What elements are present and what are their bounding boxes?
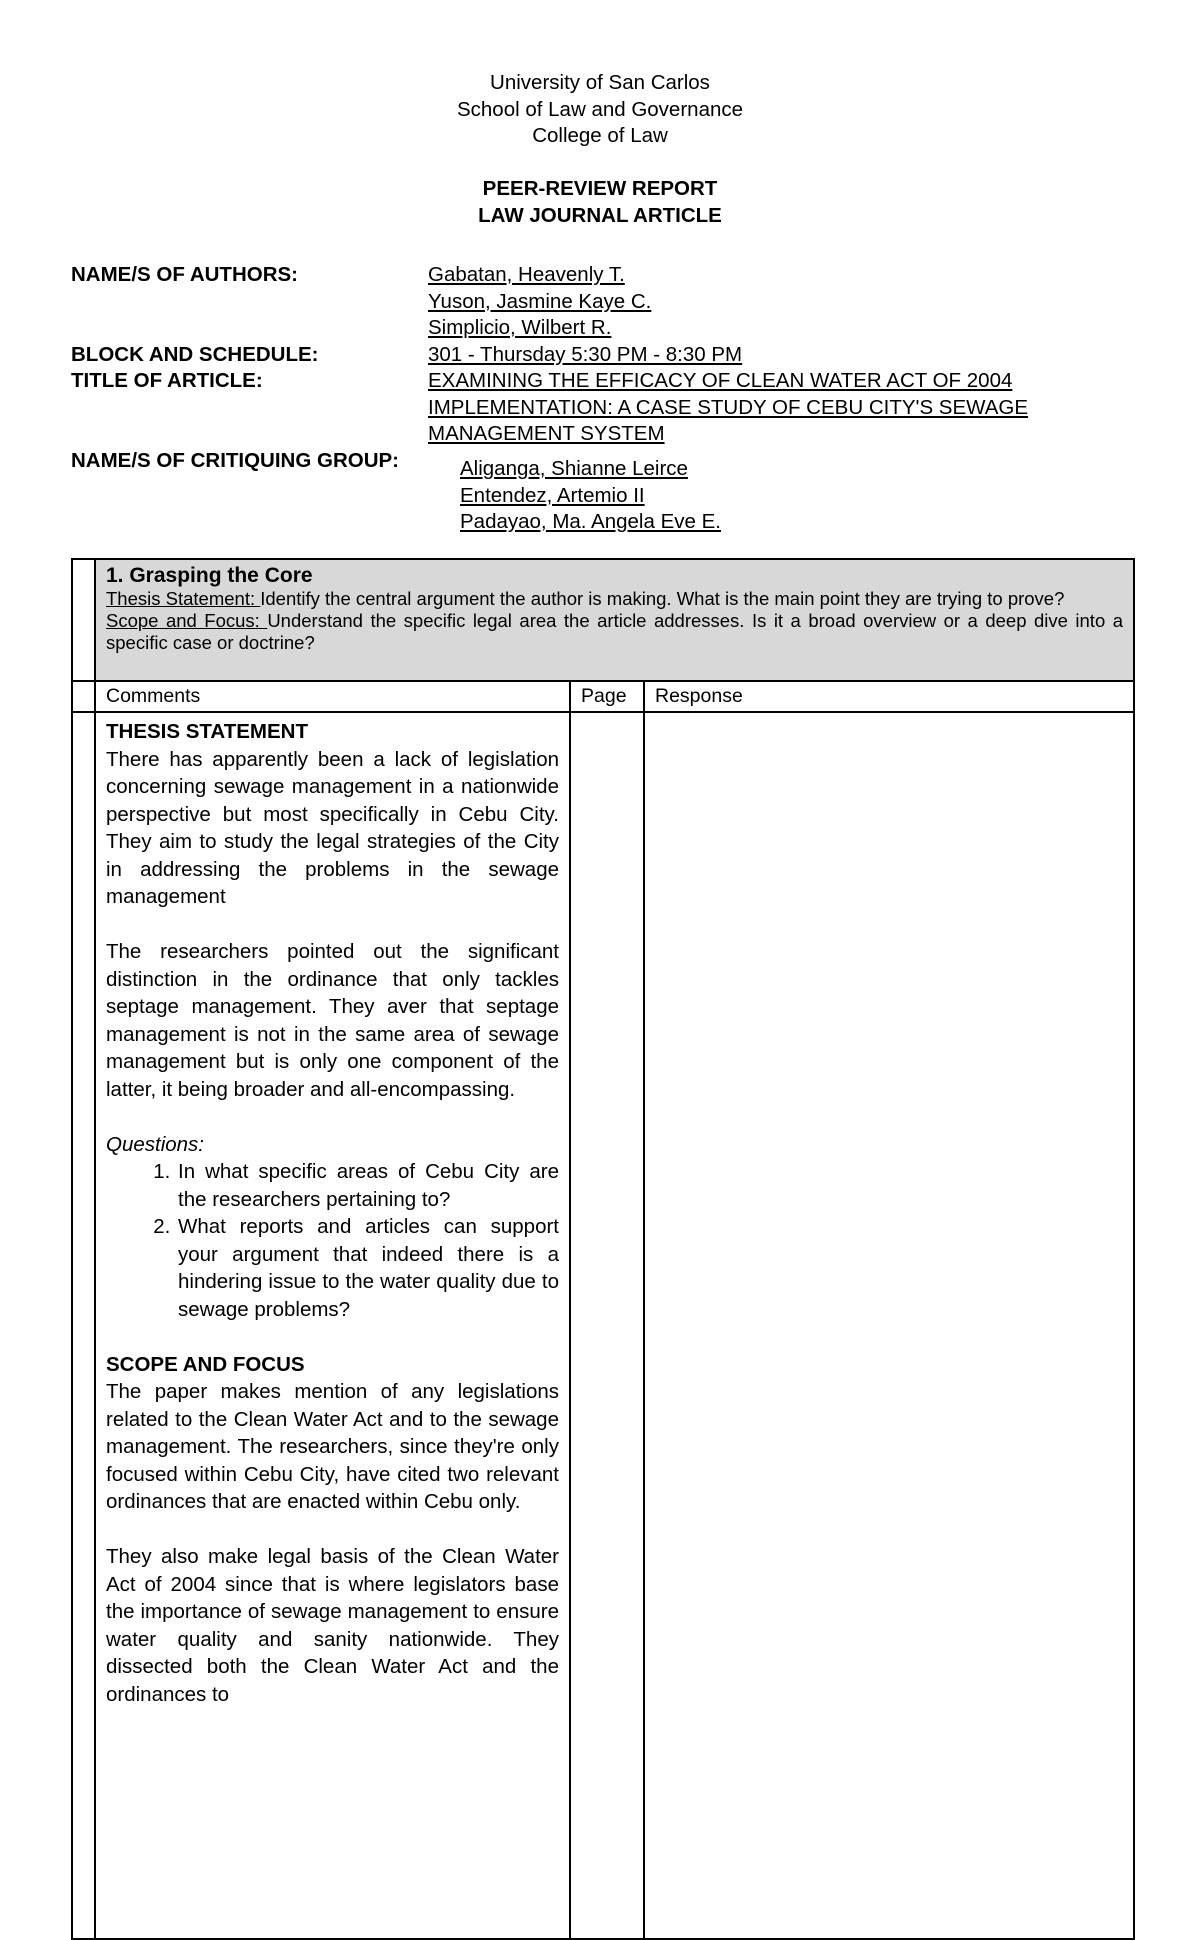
page-cell [570,712,644,1939]
response-column-header: Response [644,681,1134,712]
meta-labels [71,262,399,474]
questions-list [106,1158,559,1323]
author-name: Yuson, Jasmine Kaye C. [428,289,652,313]
article-title-line: MANAGEMENT SYSTEM [428,422,665,445]
response-cell [644,712,1134,1939]
section-header-cell [95,559,1134,681]
authors-label: NAME/S OF AUTHORS: [71,263,299,286]
article-title-line: EXAMINING THE EFFICACY OF CLEAN WATER ACT OF 2004 [428,369,1013,392]
page-column-header: Page [570,681,644,712]
critiquing-label: NAME/S OF CRITIQUING GROUP: [71,448,399,472]
document-header [0,70,1200,150]
question-item: 2. What reports and articles can support your argument that indeed there is a hindering issue to the water quality due to sewage problems? [176,1213,559,1323]
thesis-instruction-text: Identify the central argument the author is making. What is the main point they are trying to prove? [260,588,1065,609]
author-name: Gabatan, Heavenly T. [428,263,625,286]
comments-column-header: Comments [95,681,570,712]
margin-cell [72,559,95,681]
thesis-paragraph: The researchers pointed out the significant distinction in the ordinance that only tackles septage management. They aver that septage management is not in the same area of sewage management but is only one component of the latter, it being broader and all-encompassing. [106,940,559,1101]
margin-cell [72,712,95,1939]
margin-cell [72,681,95,712]
article-title-line: IMPLEMENTATION: A CASE STUDY OF CEBU CITY'S SEWAGE [428,395,1029,419]
critiquing-member: Entendez, Artemio II [460,483,645,507]
critiquing-member: Aliganga, Shianne Leirce [460,457,688,480]
block-label: BLOCK AND SCHEDULE: [71,342,319,366]
scope-paragraph: The paper makes mention of any legislations related to the Clean Water Act and to the sewage management. The researchers, since they're only focused within Cebu City, have cited two relevant ordinances that are enacted within Cebu only. [106,1380,559,1513]
report-title-line2: LAW JOURNAL ARTICLE [478,203,722,227]
scope-instruction [106,610,1123,654]
critiquing-member: Padayao, Ma. Angela Eve E. [460,510,721,533]
author-name: Simplicio, Wilbert R. [428,316,612,339]
thesis-instruction [106,588,1123,610]
report-title-line1: PEER-REVIEW REPORT [482,177,718,200]
scope-instruction-text: Understand the specific legal area the article addresses. Is it a broad overview or a deep dive into a specific case or doctrine? [106,610,1124,653]
column-header-row [72,681,1134,712]
section-title: 1. Grasping the Core [106,564,313,587]
comments-row [72,712,1134,1939]
school-name: School of Law and Governance [456,97,744,121]
article-title-label: TITLE OF ARTICLE: [71,369,263,392]
college-name: College of Law [532,124,668,147]
thesis-paragraph: There has apparently been a lack of legislation concerning sewage management in a nationwide perspective but most specifically in Cebu City. They aim to study the legal strategies of the City in addressing the problems in the sewage management [106,747,559,908]
thesis-heading: THESIS STATEMENT [106,720,308,743]
critiquing-values [460,456,721,536]
question-item: 1. In what specific areas of Cebu City are the researchers pertaining to? [176,1158,559,1213]
comments-cell [95,712,570,1939]
review-table [71,558,1135,1940]
meta-values [428,262,1028,448]
section-header-row [72,559,1134,681]
scope-instruction-label: Scope and Focus: [106,610,268,631]
scope-paragraph: They also make legal basis of the Clean Water Act of 2004 since that is where legislators base the importance of sewage management to ensure water quality and sanity nationwide. They dissected both the Clean Water Act and the ordinances to [106,1545,559,1706]
university-name: University of San Carlos [490,71,710,94]
report-title [0,176,1200,229]
thesis-instruction-label: Thesis Statement: [106,588,261,609]
questions-label: Questions: [106,1132,204,1156]
scope-heading: SCOPE AND FOCUS [106,1352,305,1376]
block-value: 301 - Thursday 5:30 PM - 8:30 PM [428,342,743,366]
